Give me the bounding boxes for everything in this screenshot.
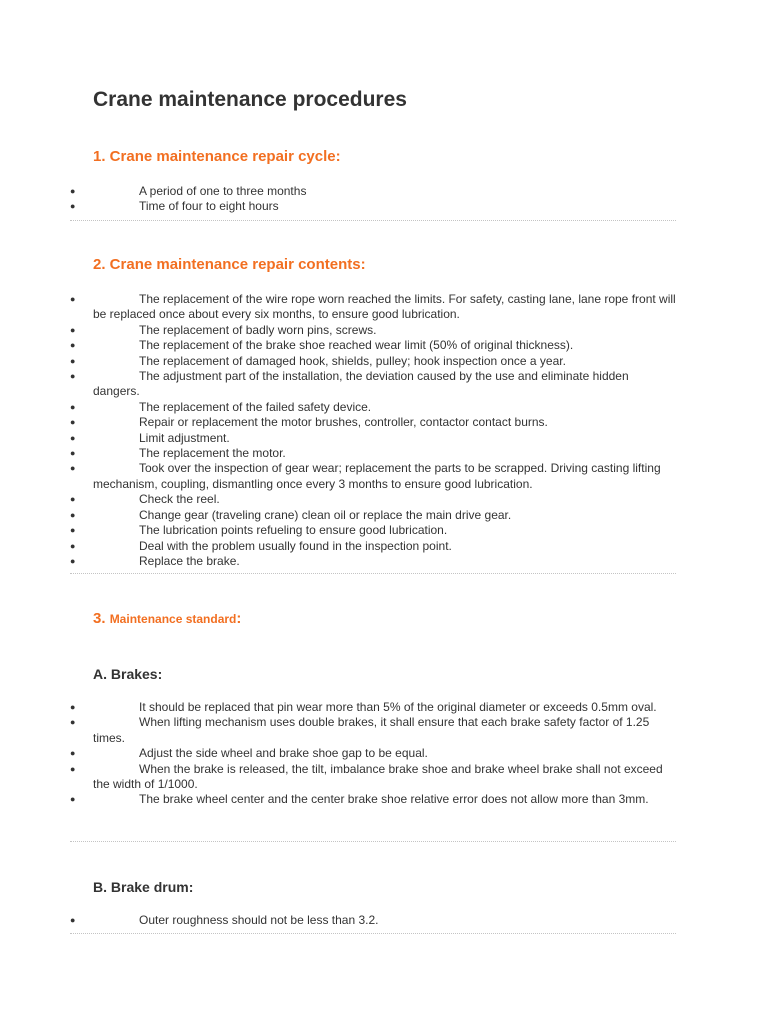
divider	[70, 933, 676, 934]
bullet-icon: ●	[70, 509, 76, 520]
list-item: ● The replacement the motor.	[70, 446, 286, 461]
bullet-icon: ●	[70, 355, 76, 366]
list-item: ● The adjustment part of the installation, the deviation caused by the use and eliminate hidden dangers.	[70, 369, 629, 399]
bullet-icon: ●	[70, 915, 76, 925]
list-item: ● When lifting mechanism uses double brakes, it shall ensure that each brake safety factor of 1.25 times.	[70, 715, 650, 745]
list-item: ● A period of one to three months	[70, 184, 307, 198]
repair-cycle-list	[0, 184, 768, 215]
bullet-icon: ●	[70, 371, 76, 382]
list-item: ● Time of four to eight hours	[70, 199, 279, 214]
bullet-icon: ●	[70, 555, 76, 566]
section-heading-text: Maintenance standard	[109, 612, 237, 626]
bullet-icon: ●	[70, 432, 76, 443]
list-item: ● The replacement of the brake shoe reached wear limit (50% of original thickness).	[70, 338, 574, 353]
list-item: ● The replacement of the failed safety device.	[70, 399, 372, 414]
list-item: ● Adjust the side wheel and brake shoe gap to be equal.	[70, 746, 428, 761]
bullet-icon: ●	[70, 340, 76, 351]
list-item: ● Limit adjustment.	[70, 430, 230, 445]
list-item: ● The replacement of damaged hook, shields, pulley; hook inspection once a year.	[70, 353, 566, 368]
bullet-icon: ●	[70, 794, 76, 805]
bullet-icon: ●	[70, 763, 76, 774]
bullet-icon: ●	[70, 324, 76, 335]
bullet-icon: ●	[70, 401, 76, 412]
brake-drum-list	[0, 913, 768, 928]
subheading-brake-drum: B. Brake drum:	[93, 879, 194, 895]
list-item: ● When the brake is released, the tilt, imbalance brake shoe and brake wheel brake shall not exceed the width of 1/1000.	[70, 761, 663, 792]
section-heading-repair-cycle: 1. Crane maintenance repair cycle:	[93, 148, 341, 165]
list-item: ● Took over the inspection of gear wear; replacement the parts to be scrapped. Driving casting lifting mechanism, coupling, dismantling once every 3 months to ensure good lubrication.	[70, 461, 661, 491]
bullet-icon: ●	[70, 201, 76, 212]
list-item: ● Outer roughness should not be less than 3.2.	[70, 913, 379, 927]
list-item: ● Replace the brake.	[70, 553, 240, 568]
divider	[70, 573, 676, 574]
section-heading-repair-contents: 2. Crane maintenance repair contents:	[93, 256, 366, 273]
section-number: 3.	[93, 610, 110, 627]
bullet-icon: ●	[70, 494, 76, 505]
list-item: ● The brake wheel center and the center brake shoe relative error does not allow more than 3mm.	[70, 792, 649, 807]
bullet-icon: ●	[70, 748, 76, 759]
section-heading-maintenance-standard	[93, 609, 241, 629]
subheading-brakes: A. Brakes:	[93, 666, 163, 682]
page-title: Crane maintenance procedures	[93, 88, 407, 111]
repair-contents-list	[0, 292, 768, 569]
bullet-icon: ●	[70, 525, 76, 536]
list-item: ● The replacement of the wire rope worn reached the limits. For safety, casting lane, lane rope front will be replaced once about every six months, to ensure good lubrication.	[70, 292, 676, 322]
divider	[70, 841, 676, 842]
bullet-icon: ●	[70, 294, 76, 304]
bullet-icon: ●	[70, 702, 76, 712]
bullet-icon: ●	[70, 717, 76, 728]
list-item: ● Repair or replacement the motor brushes, controller, contactor contact burns.	[70, 415, 548, 430]
bullet-icon: ●	[70, 463, 76, 474]
bullet-icon: ●	[70, 540, 76, 551]
section-heading-colon: :	[236, 610, 242, 627]
bullet-icon: ●	[70, 417, 76, 428]
bullet-icon: ●	[70, 448, 76, 459]
list-item: ● The lubrication points refueling to ensure good lubrication.	[70, 523, 448, 538]
list-item: ● Change gear (traveling crane) clean oil or replace the main drive gear.	[70, 507, 512, 522]
bullet-icon: ●	[70, 186, 76, 196]
list-item: ● It should be replaced that pin wear more than 5% of the original diameter or exceeds 0.5mm oval.	[70, 700, 657, 714]
list-item: ● The replacement of badly worn pins, screws.	[70, 322, 377, 337]
brakes-list	[0, 700, 768, 808]
list-item: ● Deal with the problem usually found in the inspection point.	[70, 538, 452, 553]
divider	[70, 220, 676, 221]
list-item: ● Check the reel.	[70, 492, 220, 507]
